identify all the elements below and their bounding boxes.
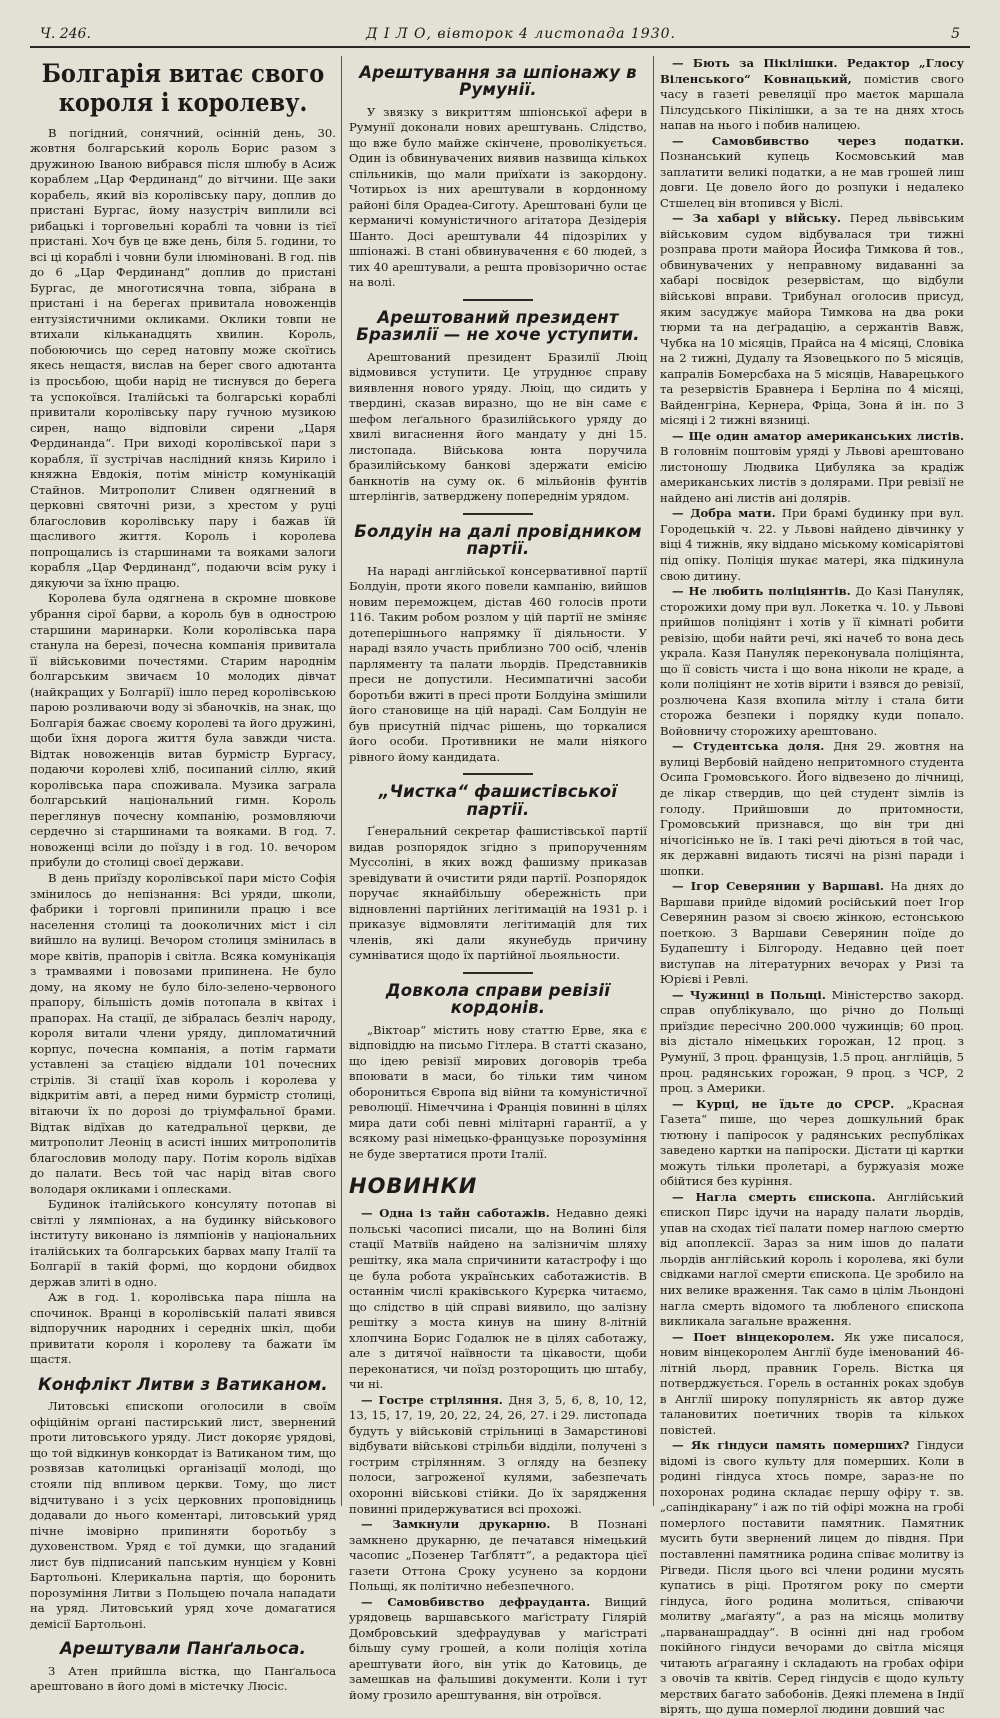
news-item-text: Познанський купець Космовський мав заплатити великі податки, а не мав грошей лиш довги. Це довело його до розпуки і недалеко Стшелец він втопився у Віслі.: [660, 149, 964, 210]
column-divider: [653, 56, 654, 1506]
news-item-text: В головнім поштовім уряді у Львові арештовано листоношу Людвика Цибуляка за крадіж американських листів з долярами. При ревізії не найдено ані листів ані долярів.: [660, 444, 964, 505]
news-item-lead: — Замкнули друкарню.: [361, 1517, 551, 1532]
news-item-text: В Познані замкнено друкарню, де печатався німецький часопис „Позенер Таґблятт“, а редактора цієї газети Оттона Сроку усунено за кордони Польщі, як політично небезпечного.: [349, 1517, 647, 1594]
news-item: [660, 1097, 964, 1190]
news-item-lead: — Ігор Северянин у Варшаві.: [672, 879, 884, 894]
news-item-text: Дня 3, 5, 6, 8, 10, 12, 13, 15, 17, 19, 20, 22, 24, 26, 27. і 29. листопада будуть у військовій стрільниці в Замарстинові відбувати військові стрільби відділи, получені з гострим стрілянням. З огляду на безпеку полоси, загроженої кулями, забезпечать охоронні військові стійки. До їх зарядження повинні придержуватися всі прохожі.: [349, 1392, 647, 1516]
column-1: [30, 56, 336, 1694]
section-title-novynky: НОВИНКИ: [349, 1174, 478, 1199]
news-item-lead: — Як гіндуси память померших?: [672, 1438, 910, 1453]
news-item-lead: — Ще один аматор американських листів.: [672, 428, 964, 443]
news-item-text: При брамі будинку при вул. Городецькій ч. 22. у Львові найдено дівчинку у віці 4 тижнів, яку віддано міському комісаріятові під опіку. Поліція шукає матері, яка підкинула свою дитину.: [660, 506, 964, 583]
paragraph: В погідний, сонячний, осінній день, 30. жовтня болгарський король Борис разом з дружиною Іваною вибрався після шлюбу в Асиж кораблем „Цар Фердинанд“ до вітчини. Ще заки корабель, який віз королівську пару, доплив до пристані Бургас, йому назустріч виплили всі рибацькі і торговельні кораблі та човни із тієї пристані. Хоч був це вже день, біля 5. години, то всі ці кораблі і човни були ілюміновані. В год. пів до 6 „Цар Фердинанд“ доплив до пристані Бургас, де многотисячна товпа, зібрана в пристані і на берегах привитала новоженців ентузіястичними окликами. Оклики товпи не втихали кільканадцять хвилин. Король, побоюючись що серед натовпу може скоїтись якесь нещастя, вислав на берег свого адютанта із просьбою, щоби нарід не тиснувся до берега та успокоївся. Італійські та болгарські кораблі привитали королівську пару гучною музикою сирен, нащо відповіли сирени „Царя Фердинанда“. При виході королівської пари з корабля, її зустрічав наслідний князь Кирило і княжна Евдокія, потім міністр комунікацій Стайнов. Митрополит Сливен одягнений в церковні святочні ризи, з хрестом у руці благословив королівську пару і бажав їй щасливого життя. Король і королева попрощались із старшинами та вояками залоги корабля „Цар Фердинанд“, подаючи всім руку і дякуючи за їхню працю.: [30, 125, 336, 590]
news-item-text: „Красная Газета“ пише, що через дошкульний брак тютюну і папіросок у радянських республіках заведено картки на папіроски. Дістати ці картки можуть тільки пролетарі, а буржуазія може обійтися без куріння.: [660, 1096, 964, 1189]
news-item: [349, 1517, 647, 1595]
masthead: [40, 26, 960, 44]
news-item-lead: — Добра мати.: [672, 506, 776, 521]
top-rule: [30, 46, 970, 48]
column-2: [349, 56, 647, 1702]
paragraph: На нараді англійської консервативної партії Болдуін, проти якого повели кампанію, вийшов новим переможцем, дістав 460 голосів проти 116. Таким робом розлом у цій партії не зміняє дотеперішнього напрямку її діяльности. У нараді взяло участь приблизно 700 осіб, членів парляменту та палати льордів. Представників преси не допустили. Несимпатичні засоби боротьби вжиті в пресі проти Болдуіна змішили його становище на цій нараді. Сам Болдуін не був присутній підчас рішень, що торкалися його особи. Противники не мали ніякого рівного йому кандидата.: [349, 563, 647, 764]
news-item: [349, 1393, 647, 1517]
news-item-text: Перед львівським військовим судом відбувалася три тижні розправа проти майора Йосифа Тимкова й тов., обвинувачених у неправному видаванні за хабарі посвідок резервістам, що відбули військові вправи. Трибунал оголосив присуд, яким засуджує майора Тимкова на два роки тюрми та на деґрадацію, а сержантів Вавж, Чубка на 10 місяців, Прайса на 4 місяці, Словіка на 2 тижні, Дудалу та Язовецького по 5 місяців, капралів Бомерсбаха на 5 місяців, Наварецького та резервістів Бравнера і Берліна по 4 місяці, Вайденгріна, Кернера, Фріца, Зона й ін. по 3 місяці і 2 тижні вязниці.: [660, 211, 964, 428]
headline-brazil: Арештований президент Бразилії — не хоче уступити.: [356, 308, 640, 345]
headline-lithuania: Конфлікт Литви з Ватиканом.: [38, 1375, 328, 1394]
page-number: 5: [951, 26, 960, 42]
paragraph: „Віктоар“ містить нову статтю Ерве, яка є відповіддю на письмо Гітлера. В статті сказано, що ідею ревізії мирових договорів треба впоювати в маси, бо тільки тим чином оборониться Європа від війни та комуністичної революції. Німеччина і Франція повинні в цілях мира дати собі певні мілітарні гарантії, а у всякому разі німецько-французьке порозуміння не буде звертатися проти Італії.: [349, 1022, 647, 1161]
issue-number: Ч. 246.: [40, 26, 91, 42]
paragraph: Литовські єпископи оголосили в своїм офіційнім органі пастирський лист, звернений проти литовського уряду. Лист докоряє урядові, що той відкинув конкордат із Ватиканом тим, що розвязав католицькі організації молоді, що стояли під впливом церкви. Тому, що лист відчитувано і з усіх церковних проповідниць додавали до нього коментарі, литовський уряд пічне імовірно припиняти боротьбу з духовенством. Уряд є тої думки, що згаданий лист був підписаний папським нунцієм у Ковні Бартольоні. Клерикальна партія, що боронить порозуміння Литви з Польщею почала нападати на уряд. Литовський уряд хоче домагатися демісії Бартольоні.: [30, 1399, 336, 1631]
headline-border-revision: Довкола справи ревізії кордонів.: [385, 980, 611, 1018]
headline-pangalos: Арештували Панґальоса.: [59, 1639, 307, 1659]
news-item-lead: — Поет вінцекоролем.: [672, 1329, 835, 1344]
news-item: [660, 506, 964, 584]
paragraph: У звязку з викриттям шпіонської афери в Румунії доконали нових арештувань. Слідство, що вже було майже скінчене, проволікується. Один із обвинувачених виявив назвища кількох спільників, що мали приїхати із закордону. Чотирьох із них арештували в кордонному районі біля Орадеа-Сиготу. Арештовані були це керманичі комуністичного агітатора Дезідерія Шанто. Досі арештували 44 підозрілих у шпіонажі. В стані обвинувачення є 60 людей, з тих 40 арештували, а решта провізорично остає на волі.: [349, 104, 647, 290]
headline-baldwin: Болдуін на далі провідником партії.: [354, 521, 642, 559]
news-item: [660, 56, 964, 134]
headline-romania: Арештування за шпіонажу в Румунії.: [359, 63, 637, 100]
paragraph: Будинок італійського консуляту потопав ві світлі у лямпіонах, а на будинку військового інституту виконано із лямпіонів у національних італійських та болгарських барвах мапу Італії та Болгарії в такій формі, що кордони обидвох держав злиті в одно.: [30, 1197, 336, 1289]
headline-fascist-purge: „Чистка“ фашистівської партії.: [378, 782, 618, 819]
news-item: [660, 211, 964, 428]
news-item-text: Дня 29. жовтня на вулиці Вербовій найдено непритомного студента Осипа Громовського. Його відвезено до лічниці, де лікар ствердив, що цей студент зімлів із голоду. Прийшовши до притомности, Громовський признався, що він три дні нічогісінько не їв. І такі речі діються в той час, як державні видають тисячі на різні паради і шопки.: [660, 739, 964, 878]
news-item-lead: — Гостре стріляння.: [361, 1392, 503, 1407]
news-item: [349, 1595, 647, 1704]
article-separator: [463, 513, 533, 515]
news-item-text: Вищий урядовець варшавського маґістрату Гілярій Домбровський здефраудував у маґістраті більшу суму грошей, а коли поліція хотіла арештувати його, він утік до Катовиць, де замешкав на фальшиві документи. Коли і тут йому грозило арештування, він отроївся.: [349, 1594, 647, 1702]
paper-title-date: Д І Л О, вівторок 4 листопада 1930.: [366, 26, 676, 42]
news-item: [660, 739, 964, 879]
news-item-lead: — Чужинці в Польщі.: [672, 987, 826, 1002]
news-item-lead: — Самовбивство через податки.: [672, 133, 964, 148]
news-item: [660, 134, 964, 212]
paragraph: В день приїзду королівської пари місто Софія змінилось до непізнання: Всі уряди, школи, фабрики і торговлі припинили працю і все населення столиці та дооколичних міст і сіл вийшло на вулиці. Вечором столиця змінилась в море квітів, прапорів і світла. Всяка комунікація з трамваями і повозами припинена. Не було дому, на якому не було біло-зелено-червоного прапору, більшість домів потопала в квітах і прапорах. На стації, де зібралась безліч народу, короля витали члени уряду, дипломатичний корпус, почесна компанія, а потім гармати уставлені за стацією віддали 101 почесних стрілів. Зі стації їхав король і королева у відкритім авті, а перед ними бурмістр столиці, вітаючи їх по дорозі до тріумфальної брами. Відтак відїхав до катедральної церкви, де митрополит Леоніц в асисті інших митрополитів благословив молоду пару. Потім король відїхав до палати. Весь той час нарід вітав свого володаря окликами і оплесками.: [30, 871, 336, 1196]
news-item-lead: — Нагла смерть єпископа.: [672, 1189, 876, 1204]
news-item: [660, 429, 964, 507]
news-item-text: помістив свого часу в газеті ревеляції про маєток маршала Пілсудського Пікілішки, а за те на днях хтось напав на нього і побив налицею.: [660, 71, 964, 133]
news-item-text: Гіндуси відомі із свого культу для померших. Коли в родині гіндуса хтось помре, зараз-не по похоронах родина складає першу офіру т. зв. „сапіндікарану“ і аж по тій офірі можна на гробі померлого поставити памятник. Памятник мусить бути звернений лицем до півдня. При поставленні памятника родина співає молитву із Рігведи. Після цього всі члени родини мусять купатись в ріці. Протягом року по смерти гіндуса, його родина молиться, співаючи молитву „маґаяту“, а раз на місяць молитву „парванашраддау“. В осінні дні над гробом покійного гіндуси вечорами до світла місяця читають аґрагаяну і складають на гробах офіри з овочів та квітів. Серед гіндусів є щодо культу мерствих багато забобонів. Деякі племена в Індії вірять, що душа померлої людини довший час: [660, 1438, 964, 1717]
paragraph: Ґенеральний секретар фашистівської партії видав розпорядок згідно з припорученням Муссоліні, в яких вожд фашизму приказав зревідувати й очистити ряди партії. Розпорядок поручає якнайбільшу обережність при відновленні партійних легітимацій на 1931 р. і приказує відмовляти легітимацій для тих членів, які дали якунебудь причину сумніватися щодо їх партійної льояльности.: [349, 824, 647, 963]
news-item: [660, 1190, 964, 1330]
column-3: [660, 56, 965, 1717]
news-item-text: До Казі Пануляк, сторожихи дому при вул. Локетка ч. 10. у Львові прийшов поліціянт і хотів у її кімнаті робити ревізію, щоби найти речі, які начеб то вона десь украла. Казя Пануляк переконувала поліціянта, що її совість чиста і що вона ніколи не краде, а коли поліціянт не хотів вірити і взявся до ревізії, розлючена Казя вхопила мітлу і стала бити сторожа безпеки і порядку куди попало. Войовничу сторожиху арештовано.: [660, 584, 965, 738]
news-item: [660, 1330, 964, 1439]
news-item-lead: — За хабарі у війську.: [672, 211, 842, 226]
news-item: [660, 1438, 964, 1718]
article-separator: [463, 299, 533, 301]
news-item: [660, 988, 964, 1097]
news-item-text: На днях до Варшави прийде відомий російський поет Ігор Северянин разом зі своєю жінкою, естонською поеткою. З Варшави Северянин поїде до Будапешту і Білгороду. Недавно цей поет виступав на літературних вечорах у Ризі та Юрієві і Ревлі.: [660, 879, 964, 987]
paragraph: З Атен прийшла вістка, що Панґальоса арештовано в його домі в містечку Люсіс.: [30, 1663, 336, 1694]
news-item: [660, 584, 964, 739]
column-divider: [341, 56, 342, 1506]
news-item: [349, 1206, 647, 1392]
news-item-text: Недавно деякі польські часописі писали, що на Волині біля стації Матвіїв найдено на залізничім шляху решітку, яка мала спричинити катастрофу і що це була робота українських саботажистів. В останнім числі краківського Курєрка читаємо, що слідство в цій справі виявило, що залізну решітку з моста кинув на шину 8-літній хлопчина Борис Годалюк не в цілях саботажу, але з дитячої наївности та цікавости, щоби переконатися, чи поїзд розторощить цю штабу, чи ні.: [349, 1206, 647, 1392]
news-item-lead: — Одна із тайн саботажів.: [361, 1206, 550, 1221]
article-separator: [463, 773, 533, 775]
news-item-text: Англійський єпископ Пирс ідучи на нараду палати льордів, упав на сходах тієї палати помер наглою смертю від апоплексії. Зараз за ним ішов до палати льордів англійський король і королева, які були свідками наглої смерти єпископа. Це зробило на них велике враження. Так само в цілім Льондоні нагла смерть відомого та любленого єпископа викликала загальне враження.: [660, 1189, 964, 1329]
paragraph: Аж в год. 1. королівська пара пішла на спочинок. Вранці в королівській палаті явився відпоручник народних і середніх шкіл, щоби привитати короля і королеву та бажати їм щастя.: [30, 1290, 336, 1367]
headline-bulgaria: Болгарія витає свого короля і королеву.: [41, 59, 325, 117]
paragraph: Королева була одягнена в скромне шовкове убрання сірої барви, а король був в однострою старшини маринарки. Коли королівська пара станула на березі, почесна компанія привитала її військовими почестями. Старим народнім болгарським звичаєм 10 молодих дівчат (найкращих у Болгарії) ішло перед королівською парою розливаючи воду зі збаночків, на знак, що Болгарія бажає своєму королеві та його дружині, щоби їхня дорога життя була завжди чиста. Відтак новоженців витав бурмістр Бургасу, подаючи королеві хліб, посипаний сіллю, який королівська пара споживала. Музика заграла болгарський національний гимн. Король переглянув почесну компанію, розмовляючи сердечно зі старшинами та вояками. В год. 7. новоженці всіли до поїзду і в год. 10. вечором прибули до столиці своєї держави.: [30, 591, 336, 870]
article-separator: [463, 972, 533, 974]
news-item-lead: — Не любить поліціянтів.: [672, 584, 851, 599]
news-item-text: Міністерство закорд. справ опублікувало, що річно до Польщі приїздиє пересічно 200.000 чужинців; 60 проц. віз дістало німецьких горожан, 12 проц. з Румунії, 3 проц. французів, 1.5 проц. англійців, 5 проц. радянських горожан, 9 проц. з ЧСР, 2 проц. з Америки.: [660, 987, 964, 1096]
news-item-text: Як уже писалося, новим вінцекоролем Англії буде іменований 46-літній льорд, правник Горель. Вістка ця потверджується. Горель в останніх роках здобув в Англії широку популярність як автор дуже талановитих поетичних творів та кількох повістей.: [660, 1329, 964, 1437]
news-item-lead: — Курці, не їдьте до СРСР.: [672, 1096, 895, 1111]
news-item: [660, 879, 964, 988]
article-bulgaria-body: [30, 126, 336, 1369]
news-item-lead: — Бють за Пікілішки. Редактор „Глосу Віленського“ Ковнацький,: [660, 56, 964, 86]
news-item-lead: — Студентська доля.: [672, 739, 825, 754]
news-item-lead: — Самовбивство дефраудантa.: [361, 1594, 591, 1609]
paragraph: Арештований президент Бразилії Люіц відмовився уступити. Це утруднює справу виявлення нового уряду. Люіц, що сидить у твердині, сказав виразно, що не він саме є шефом леґального бразилійського уряду до хвилі вигаснення його мандату у дні 15. листопада. Військова юнта поручила бразилійському банкові здержати емісію банкнотів на суму ок. 6 мільйонів фунтів штерлінгів, затверджену попереднім урядом.: [349, 349, 647, 504]
